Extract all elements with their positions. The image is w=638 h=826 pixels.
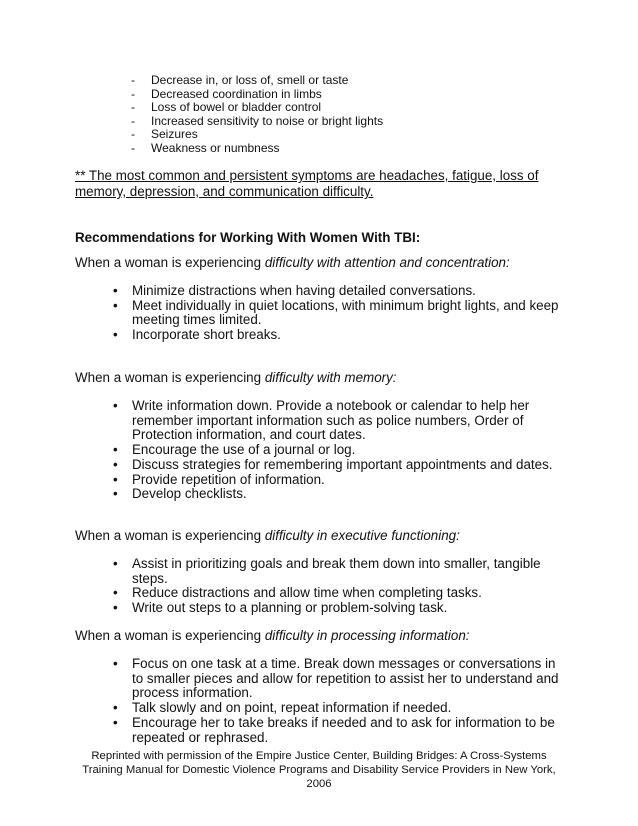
section-intro-processing: [75, 628, 469, 644]
list-item: [113, 473, 563, 488]
symptom-item: [131, 88, 383, 102]
bullet-marker: •: [113, 585, 118, 601]
dash-marker: -: [131, 140, 135, 155]
list-item: [113, 299, 563, 328]
intro-prefix: When a woman is experiencing: [75, 370, 262, 385]
dash-marker: -: [131, 100, 135, 115]
list-item: [113, 399, 563, 443]
attention-recommendations-list: [113, 284, 563, 343]
list-item: [113, 716, 563, 745]
list-item-text: Write information down. Provide a notebook or calendar to help her remember important information such as police numbers, Order of Protection information, and court dates.: [132, 398, 530, 443]
list-item-text: Focus on one task at a time. Break down messages or conversations in to smaller pieces and allow for repetition to assist her to understand and process information.: [132, 656, 559, 701]
symptom-item: [131, 142, 383, 156]
list-item: [113, 701, 563, 716]
list-item-text: Reduce distractions and allow time when completing tasks.: [132, 585, 482, 601]
recommendations-heading: Recommendations for Working With Women With TBI:: [75, 230, 421, 245]
bullet-marker: •: [113, 297, 118, 313]
symptom-text: Loss of bowel or bladder control: [151, 100, 322, 115]
bullet-marker: •: [113, 398, 118, 413]
bullet-marker: •: [113, 486, 118, 502]
list-item: [113, 557, 563, 586]
symptom-item: [131, 115, 383, 129]
symptom-list: [131, 74, 383, 156]
bullet-marker: •: [113, 556, 118, 571]
list-item-text: Encourage the use of a journal or log.: [132, 442, 356, 458]
list-item-text: Meet individually in quiet locations, with minimum bright lights, and keep meeting times limited.: [132, 297, 559, 328]
list-item-text: Encourage her to take breaks if needed and to ask for information to be repeated or rephrased.: [132, 714, 555, 745]
list-item-text: Provide repetition of information.: [132, 471, 325, 487]
intro-topic: difficulty in processing information:: [264, 628, 470, 643]
reprint-citation: Reprinted with permission of the Empire Justice Center, Building Bridges: A Cross-Systems Training Manual for Domestic Violence Programs and Disability Service Providers in New York, 2006: [82, 750, 556, 790]
symptom-item: [131, 101, 383, 115]
symptom-text: Decreased coordination in limbs: [151, 86, 322, 101]
list-item: [113, 328, 563, 343]
executive-recommendations-list: [113, 557, 563, 616]
list-item-text: Talk slowly and on point, repeat information if needed.: [132, 700, 452, 716]
bullet-marker: •: [113, 700, 118, 716]
symptom-item: [131, 74, 383, 88]
section-intro-attention: [75, 255, 510, 271]
symptom-text: Decrease in, or loss of, smell or taste: [151, 73, 349, 87]
bullet-marker: •: [113, 600, 118, 616]
symptoms-note: ** The most common and persistent symptoms are headaches, fatigue, loss of memory, depression, and communication difficulty.: [75, 168, 539, 199]
bullet-marker: •: [113, 327, 118, 343]
symptom-text: Weakness or numbness: [151, 140, 280, 155]
list-item: [113, 443, 563, 458]
memory-recommendations-list: [113, 399, 563, 502]
processing-recommendations-list: [113, 657, 563, 745]
list-item: [113, 657, 563, 701]
intro-topic: difficulty in executive functioning:: [264, 528, 460, 543]
list-item-text: Incorporate short breaks.: [132, 327, 281, 343]
section-intro-executive: [75, 528, 460, 544]
list-item: [113, 487, 563, 502]
dash-marker: -: [131, 73, 135, 87]
symptom-item: [131, 128, 383, 142]
list-item-text: Develop checklists.: [132, 486, 247, 502]
bullet-marker: •: [113, 283, 118, 298]
dash-marker: -: [131, 86, 135, 101]
intro-topic: difficulty with attention and concentration:: [264, 255, 510, 270]
list-item: [113, 284, 563, 299]
section-intro-memory: [75, 370, 397, 386]
list-item: [113, 586, 563, 601]
list-item-text: Write out steps to a planning or problem-solving task.: [132, 600, 448, 616]
bullet-marker: •: [113, 656, 118, 671]
bullet-marker: •: [113, 442, 118, 458]
intro-prefix: When a woman is experiencing: [75, 628, 262, 643]
list-item: [113, 458, 563, 473]
list-item-text: Minimize distractions when having detailed conversations.: [132, 283, 476, 298]
list-item: [113, 601, 563, 616]
bullet-marker: •: [113, 456, 118, 472]
dash-marker: -: [131, 127, 135, 142]
bullet-marker: •: [113, 471, 118, 487]
list-item-text: Discuss strategies for remembering important appointments and dates.: [132, 456, 553, 472]
symptom-text: Seizures: [151, 127, 198, 142]
intro-topic: difficulty with memory:: [264, 370, 397, 385]
intro-prefix: When a woman is experiencing: [75, 528, 262, 543]
symptom-text: Increased sensitivity to noise or bright lights: [151, 113, 384, 128]
intro-prefix: When a woman is experiencing: [75, 255, 262, 270]
bullet-marker: •: [113, 714, 118, 730]
list-item-text: Assist in prioritizing goals and break them down into smaller, tangible steps.: [132, 556, 541, 586]
dash-marker: -: [131, 113, 135, 128]
